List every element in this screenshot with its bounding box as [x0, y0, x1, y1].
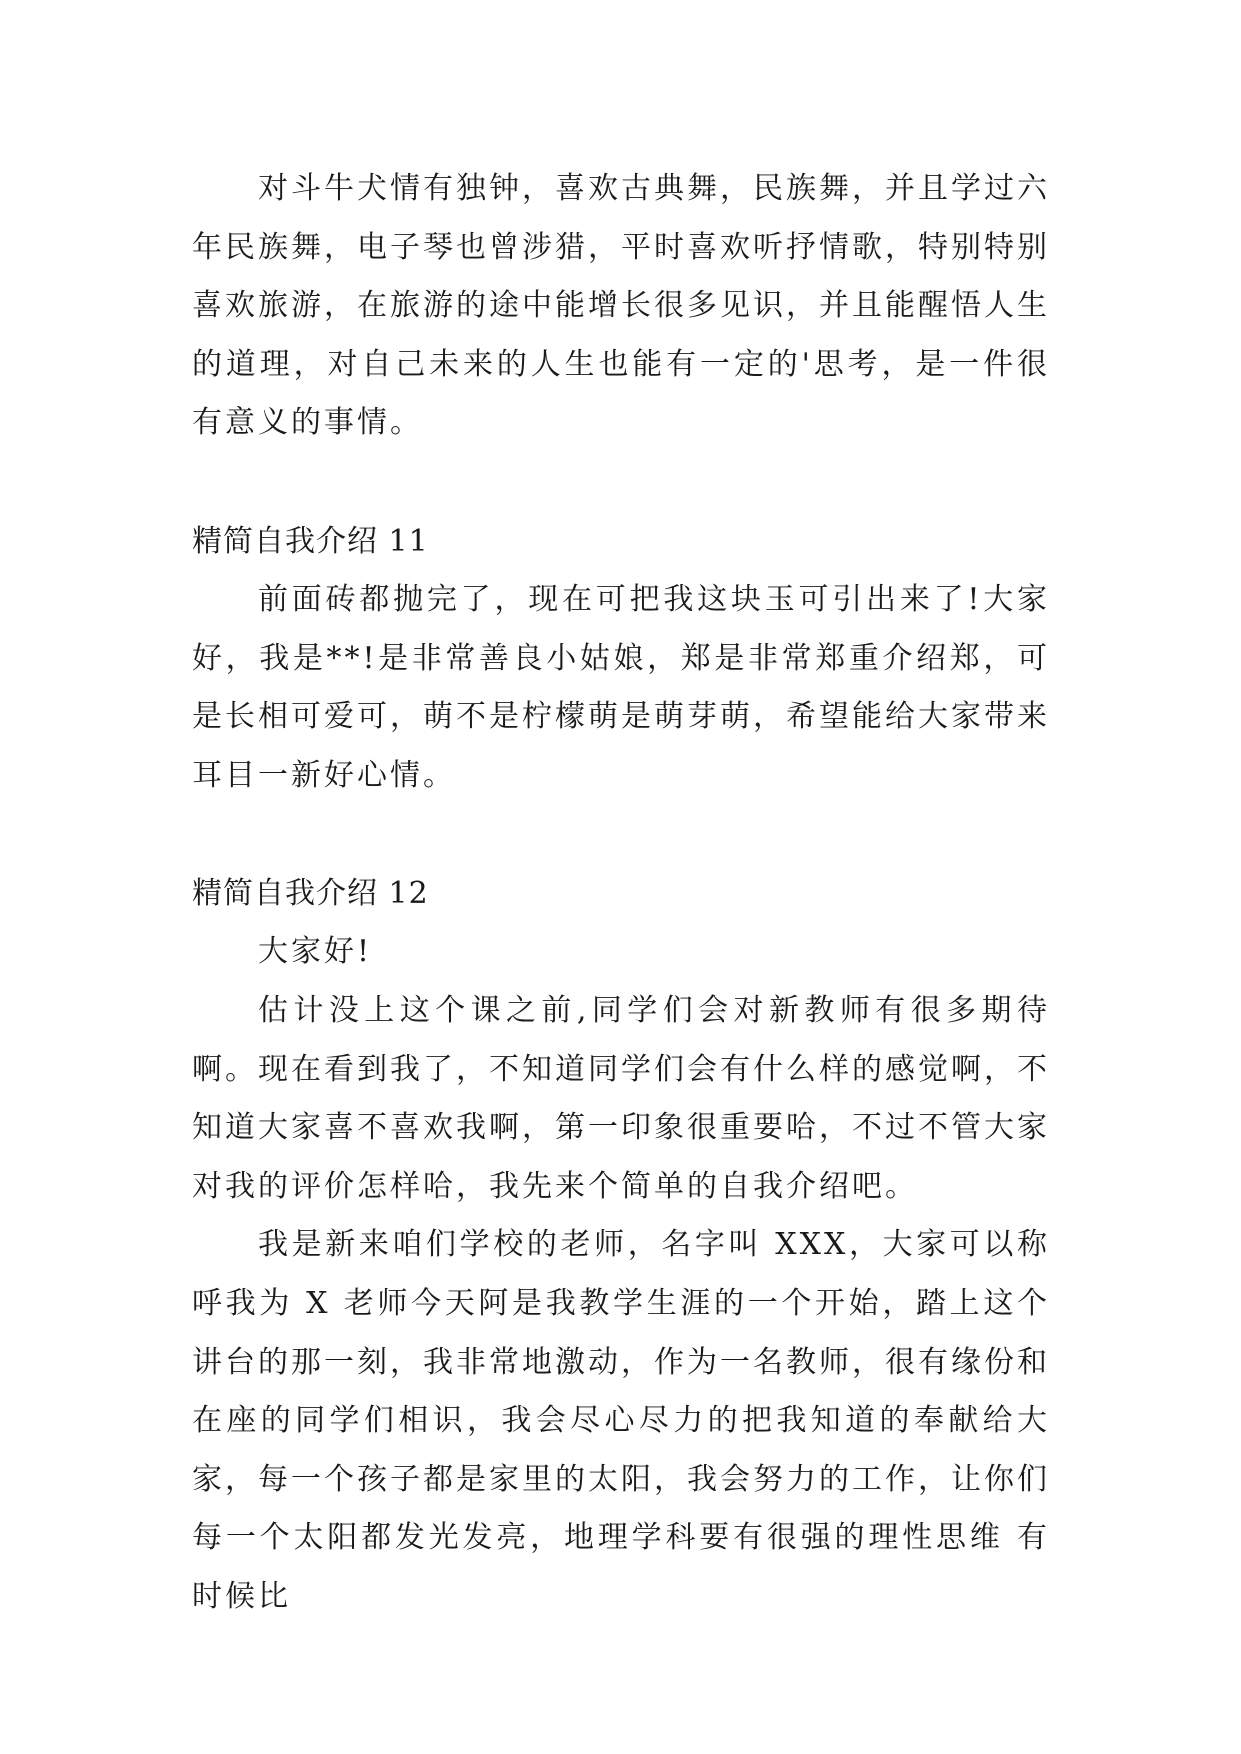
section-heading-12: 精简自我介绍 12: [192, 876, 429, 912]
paragraph-hobbies: 对斗牛犬情有独钟，喜欢古典舞，民族舞，并且学过六年民族舞，电子琴也曾涉猎，平时喜欢听抒情歌，特别特别喜欢旅游，在旅游的途中能增长很多见识，并且能醒悟人生的道理，对自己未来的人生也能有一定的'思考，是一件很有意义的事情。: [192, 171, 1050, 441]
document-body: [192, 160, 1050, 1626]
spacer: [192, 805, 1050, 865]
paragraph-greeting: 大家好!: [258, 934, 373, 970]
paragraph-expectations: 估计没上这个课之前,同学们会对新教师有很多期待啊。现在看到我了，不知道同学们会有什么样的感觉啊，不知道大家喜不喜欢我啊，第一印象很重要哈，不过不管大家对我的评价怎样哈，我先来个简单的自我介绍吧。: [192, 992, 1050, 1204]
paragraph-intro-11: 前面砖都抛完了，现在可把我这块玉可引出来了!大家好，我是**!是非常善良小姑娘，郑是非常郑重介绍郑，可是长相可爱可，萌不是柠檬萌是萌芽萌，希望能给大家带来耳目一新好心情。: [192, 581, 1050, 793]
section-heading-11: 精简自我介绍 11: [192, 523, 429, 559]
paragraph-teacher-intro: 我是新来咱们学校的老师，名字叫 XXX，大家可以称呼我为 X 老师今天阿是我教学生涯的一个开始，踏上这个讲台的那一刻，我非常地激动，作为一名教师，很有缘份和在座的同学们相识，我会尽心尽力的把我知道的奉献给大家，每一个孩子都是家里的太阳，我会努力的工作，让你们每一个太阳都发光发亮，地理学科要有很强的理性思维 有时候比: [192, 1227, 1050, 1614]
spacer: [192, 453, 1050, 513]
